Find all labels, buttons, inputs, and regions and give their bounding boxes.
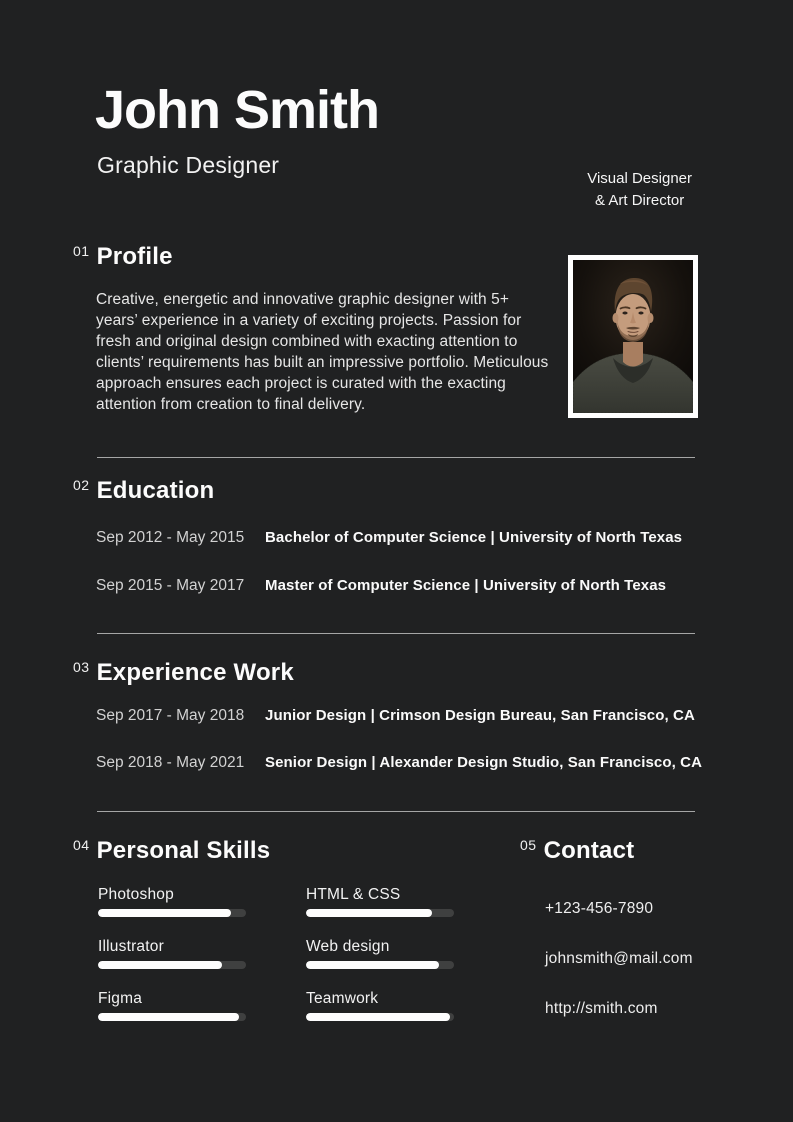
section-number: 04 xyxy=(73,837,90,853)
section-header-experience xyxy=(73,660,294,686)
education-dates: Sep 2015 - May 2017 xyxy=(96,577,245,594)
skill-bar-track xyxy=(306,1013,454,1021)
skill-bar-fill xyxy=(98,1013,239,1021)
section-number: 05 xyxy=(520,837,537,853)
experience-detail: Senior Design | Alexander Design Studio, San Francisco, CA xyxy=(265,754,703,771)
section-title: Personal Skills xyxy=(96,837,271,864)
section-header-education xyxy=(73,478,214,504)
portrait-photo xyxy=(568,255,698,418)
experience-dates: Sep 2017 - May 2018 xyxy=(96,707,245,724)
skill-bar-track xyxy=(98,961,246,969)
skill-label: Teamwork xyxy=(306,990,379,1007)
education-row xyxy=(96,529,746,547)
skill-bar-track xyxy=(98,1013,246,1021)
section-title: Education xyxy=(96,477,215,504)
tagline xyxy=(587,168,692,211)
skill-web-design xyxy=(306,938,454,969)
contact-email: johnsmith@mail.com xyxy=(545,950,693,967)
skill-illustrator xyxy=(98,938,246,969)
education-row xyxy=(96,577,746,595)
person-name: John Smith xyxy=(95,80,379,140)
skill-label: Figma xyxy=(98,990,143,1007)
skill-label: Illustrator xyxy=(98,938,164,955)
skill-bar-fill xyxy=(306,909,432,917)
section-number: 03 xyxy=(73,659,90,675)
section-title: Contact xyxy=(543,837,635,864)
experience-dates: Sep 2018 - May 2021 xyxy=(96,754,245,771)
portrait-illustration xyxy=(573,260,693,413)
contact-phone: +123-456-7890 xyxy=(545,900,654,917)
divider xyxy=(97,811,695,812)
skill-photoshop xyxy=(98,886,246,917)
education-detail: Master of Computer Science | University of North Texas xyxy=(265,577,667,594)
person-role: Graphic Designer xyxy=(97,152,280,178)
section-number: 01 xyxy=(73,243,90,259)
skill-teamwork xyxy=(306,990,454,1021)
section-title: Experience Work xyxy=(96,659,294,686)
skill-bar-fill xyxy=(306,961,439,969)
education-detail: Bachelor of Computer Science | University of North Texas xyxy=(265,529,683,546)
experience-row xyxy=(96,707,746,725)
divider xyxy=(97,633,695,634)
tagline-line2: & Art Director xyxy=(595,191,685,209)
experience-detail: Junior Design | Crimson Design Bureau, San Francisco, CA xyxy=(265,707,695,724)
skill-label: Web design xyxy=(306,938,390,955)
skill-bar-fill xyxy=(98,909,231,917)
skill-bar-fill xyxy=(306,1013,450,1021)
skill-figma xyxy=(98,990,246,1021)
skill-label: HTML & CSS xyxy=(306,886,401,903)
section-header-contact xyxy=(520,838,634,864)
profile-summary: Creative, energetic and innovative graphic designer with 5+ years’ experience in a variety of exciting projects. Passion for fresh and original design combined with exacting attention to clients’ requirements has built an impressive portfolio. Meticulous approach ensures each project is curated with the exacting attention from creation to final delivery. xyxy=(96,291,549,413)
experience-row xyxy=(96,754,746,772)
skill-html-css xyxy=(306,886,454,917)
divider xyxy=(97,457,695,458)
skill-bar-fill xyxy=(98,961,222,969)
skill-bar-track xyxy=(306,909,454,917)
section-header-profile xyxy=(73,244,173,270)
skill-bar-track xyxy=(98,909,246,917)
education-dates: Sep 2012 - May 2015 xyxy=(96,529,245,546)
skill-bar-track xyxy=(306,961,454,969)
contact-website: http://smith.com xyxy=(545,1000,658,1017)
section-header-skills xyxy=(73,838,270,864)
section-number: 02 xyxy=(73,477,90,493)
section-title: Profile xyxy=(96,243,173,270)
skill-label: Photoshop xyxy=(98,886,174,903)
tagline-line1: Visual Designer xyxy=(587,170,692,187)
